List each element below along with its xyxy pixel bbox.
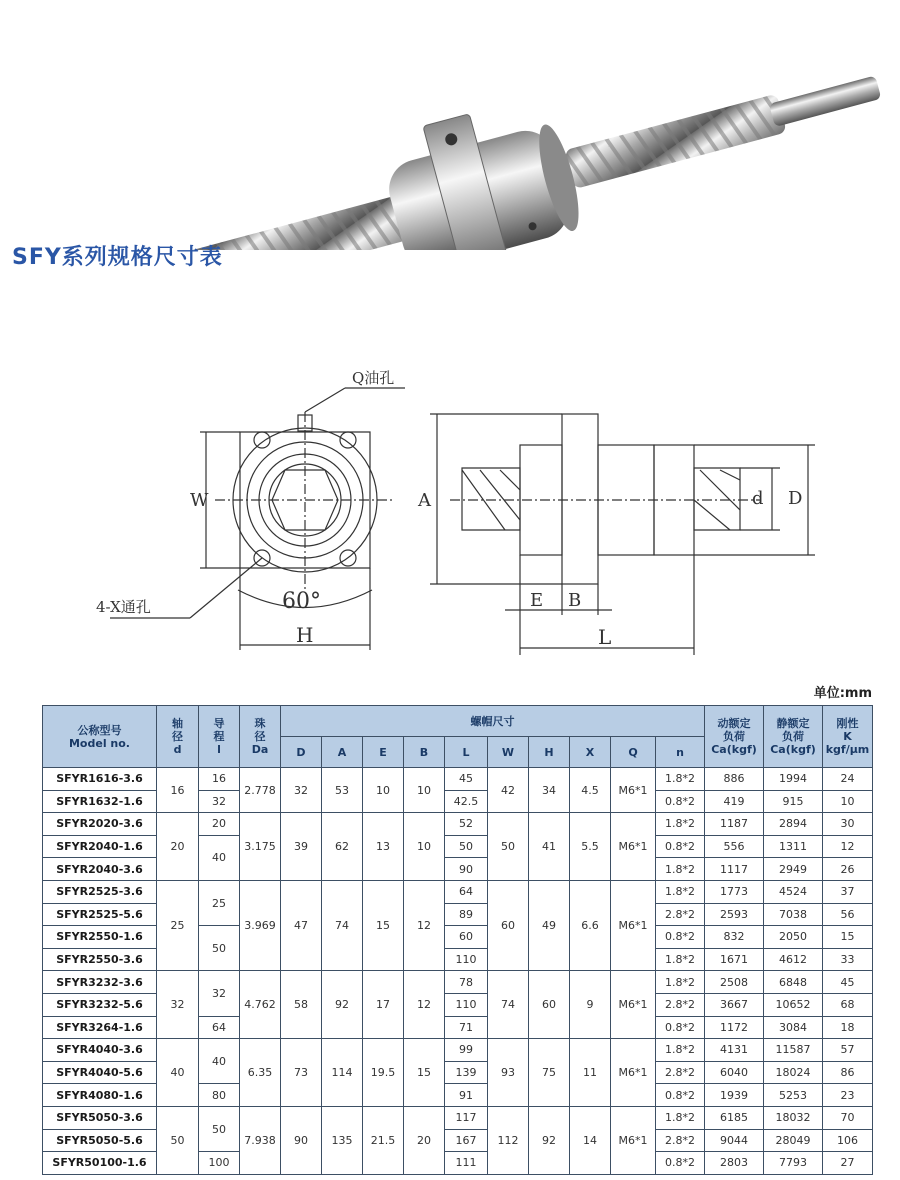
shaft-diameter-cell: 32 [157,971,199,1039]
nut-a-cell: 92 [322,971,363,1039]
nut-x-cell: 11 [570,1039,611,1107]
nut-b-cell: 10 [404,768,445,813]
dynamic-load-cell: 2803 [705,1152,764,1175]
nut-l-cell: 78 [445,971,488,994]
lead-cell: 80 [199,1084,240,1107]
header-model: 公称型号 Model no. [43,706,157,768]
nut-l-cell: 42.5 [445,790,488,813]
table-row [43,813,873,836]
static-load-cell: 915 [764,790,823,813]
nut-q-cell: M6*1 [611,971,656,1039]
dynamic-load-cell: 2593 [705,903,764,926]
header-col: L [445,737,488,768]
rigidity-cell: 86 [823,1061,873,1084]
lead-cell: 25 [199,880,240,925]
nut-l-cell: 64 [445,880,488,903]
circuits-cell: 0.8*2 [656,835,705,858]
static-load-cell: 5253 [764,1084,823,1107]
header-nut: 螺帽尺寸 [281,706,705,737]
lead-cell: 32 [199,790,240,813]
rigidity-cell: 70 [823,1106,873,1129]
nut-l-cell: 167 [445,1129,488,1152]
header-col: H [529,737,570,768]
dimension-drawing [0,360,900,670]
dynamic-load-cell: 1172 [705,1016,764,1039]
header-col: n [656,737,705,768]
rigidity-cell: 33 [823,948,873,971]
dynamic-load-cell: 1187 [705,813,764,836]
dynamic-load-cell: 4131 [705,1039,764,1062]
dynamic-load-cell: 6185 [705,1106,764,1129]
model-cell: SFYR3232-5.6 [43,993,157,1016]
static-load-cell: 2050 [764,926,823,949]
static-load-cell: 1994 [764,768,823,791]
nut-l-cell: 99 [445,1039,488,1062]
l-label: L [598,625,612,649]
nut-l-cell: 110 [445,993,488,1016]
nut-a-cell: 135 [322,1106,363,1174]
dynamic-load-cell: 832 [705,926,764,949]
static-load-cell: 18032 [764,1106,823,1129]
w-label: W [190,490,209,511]
header-col: X [570,737,611,768]
rigidity-cell: 18 [823,1016,873,1039]
shaft-diameter-cell: 25 [157,880,199,970]
nut-h-cell: 60 [529,971,570,1039]
circuits-cell: 2.8*2 [656,993,705,1016]
ball-diameter-cell: 7.938 [240,1106,281,1174]
lead-cell: 20 [199,813,240,836]
nut-e-cell: 10 [363,768,404,813]
static-load-cell: 10652 [764,993,823,1016]
dynamic-load-cell: 2508 [705,971,764,994]
static-load-cell: 4612 [764,948,823,971]
model-cell: SFYR2040-1.6 [43,835,157,858]
nut-h-cell: 34 [529,768,570,813]
nut-q-cell: M6*1 [611,768,656,813]
shaft-diameter-cell: 50 [157,1106,199,1174]
nut-d-cell: 58 [281,971,322,1039]
angle-label: 60° [282,589,321,614]
nut-h-cell: 41 [529,813,570,881]
model-cell: SFYR5050-3.6 [43,1106,157,1129]
static-load-cell: 28049 [764,1129,823,1152]
b-label: B [568,590,582,611]
ball-screw-photo [0,0,900,250]
static-load-cell: 6848 [764,971,823,994]
circuits-cell: 0.8*2 [656,1016,705,1039]
dynamic-load-cell: 1117 [705,858,764,881]
nut-l-cell: 111 [445,1152,488,1175]
model-cell: SFYR4040-3.6 [43,1039,157,1062]
nut-q-cell: M6*1 [611,1106,656,1174]
nut-b-cell: 20 [404,1106,445,1174]
header-ball: 珠 径 Da [240,706,281,768]
nut-d-cell: 39 [281,813,322,881]
circuits-cell: 0.8*2 [656,790,705,813]
dynamic-load-cell: 3667 [705,993,764,1016]
model-cell: SFYR3264-1.6 [43,1016,157,1039]
a-label: A [418,490,431,511]
header-col: W [488,737,529,768]
circuits-cell: 0.8*2 [656,926,705,949]
circuits-cell: 1.8*2 [656,1039,705,1062]
rigidity-cell: 15 [823,926,873,949]
dynamic-load-cell: 886 [705,768,764,791]
nut-e-cell: 17 [363,971,404,1039]
dynamic-load-cell: 419 [705,790,764,813]
ball-diameter-cell: 2.778 [240,768,281,813]
nut-d-cell: 32 [281,768,322,813]
nut-w-cell: 60 [488,880,529,970]
header-col: Q [611,737,656,768]
nut-l-cell: 89 [445,903,488,926]
rigidity-cell: 68 [823,993,873,1016]
nut-e-cell: 21.5 [363,1106,404,1174]
spec-table-body [43,768,873,1175]
nut-e-cell: 15 [363,880,404,970]
dynamic-load-cell: 556 [705,835,764,858]
lead-cell: 32 [199,971,240,1016]
lead-cell: 40 [199,1039,240,1084]
lead-cell: 40 [199,835,240,880]
shaft-diameter-cell: 20 [157,813,199,881]
ball-diameter-cell: 3.175 [240,813,281,881]
circuits-cell: 1.8*2 [656,813,705,836]
nut-x-cell: 14 [570,1106,611,1174]
nut-l-cell: 90 [445,858,488,881]
d-label: d [752,488,764,509]
nut-l-cell: 139 [445,1061,488,1084]
lead-cell: 50 [199,926,240,971]
rigidity-cell: 30 [823,813,873,836]
model-cell: SFYR2550-3.6 [43,948,157,971]
nut-w-cell: 50 [488,813,529,881]
ball-diameter-cell: 6.35 [240,1039,281,1107]
rigidity-cell: 45 [823,971,873,994]
circuits-cell: 0.8*2 [656,1152,705,1175]
header-dynamic-load: 动额定 负荷 Ca(kgf) [705,706,764,768]
nut-w-cell: 42 [488,768,529,813]
static-load-cell: 1311 [764,835,823,858]
nut-q-cell: M6*1 [611,813,656,881]
page-title: SFY系列规格尺寸表 [12,245,223,270]
rigidity-cell: 106 [823,1129,873,1152]
static-load-cell: 4524 [764,880,823,903]
nut-l-cell: 71 [445,1016,488,1039]
lead-cell: 100 [199,1152,240,1175]
model-cell: SFYR2550-1.6 [43,926,157,949]
nut-l-cell: 50 [445,835,488,858]
header-rigidity: 刚性 K kgf/μm [823,706,873,768]
x-hole-label: 4-X通孔 [96,598,151,616]
circuits-cell: 1.8*2 [656,1106,705,1129]
e-label: E [530,590,544,611]
header-col: E [363,737,404,768]
nut-l-cell: 52 [445,813,488,836]
lead-cell: 50 [199,1106,240,1151]
model-cell: SFYR4040-5.6 [43,1061,157,1084]
nut-w-cell: 112 [488,1106,529,1174]
static-load-cell: 18024 [764,1061,823,1084]
nut-a-cell: 114 [322,1039,363,1107]
nut-x-cell: 5.5 [570,813,611,881]
h-label: H [296,623,314,647]
rigidity-cell: 23 [823,1084,873,1107]
rigidity-cell: 10 [823,790,873,813]
rigidity-cell: 26 [823,858,873,881]
model-cell: SFYR2525-5.6 [43,903,157,926]
header-col: B [404,737,445,768]
static-load-cell: 2949 [764,858,823,881]
nut-a-cell: 62 [322,813,363,881]
nut-x-cell: 6.6 [570,880,611,970]
model-cell: SFYR2040-3.6 [43,858,157,881]
header-static-load: 静额定 负荷 Ca(kgf) [764,706,823,768]
rigidity-cell: 24 [823,768,873,791]
nut-a-cell: 53 [322,768,363,813]
static-load-cell: 7038 [764,903,823,926]
rigidity-cell: 37 [823,880,873,903]
nut-d-cell: 73 [281,1039,322,1107]
nut-x-cell: 9 [570,971,611,1039]
circuits-cell: 2.8*2 [656,1129,705,1152]
static-load-cell: 7793 [764,1152,823,1175]
nut-l-cell: 117 [445,1106,488,1129]
rigidity-cell: 57 [823,1039,873,1062]
static-load-cell: 3084 [764,1016,823,1039]
model-cell: SFYR3232-3.6 [43,971,157,994]
model-cell: SFYR50100-1.6 [43,1152,157,1175]
rigidity-cell: 12 [823,835,873,858]
nut-l-cell: 60 [445,926,488,949]
dynamic-load-cell: 6040 [705,1061,764,1084]
nut-l-cell: 45 [445,768,488,791]
header-col: A [322,737,363,768]
lead-cell: 64 [199,1016,240,1039]
model-cell: SFYR5050-5.6 [43,1129,157,1152]
nut-h-cell: 49 [529,880,570,970]
dynamic-load-cell: 9044 [705,1129,764,1152]
nut-q-cell: M6*1 [611,880,656,970]
spec-table [42,705,873,1175]
header-col: D [281,737,322,768]
shaft-diameter-cell: 16 [157,768,199,813]
nut-l-cell: 91 [445,1084,488,1107]
nut-w-cell: 93 [488,1039,529,1107]
dynamic-load-cell: 1939 [705,1084,764,1107]
table-row [43,768,873,791]
model-cell: SFYR1632-1.6 [43,790,157,813]
model-cell: SFYR2020-3.6 [43,813,157,836]
static-load-cell: 11587 [764,1039,823,1062]
nut-l-cell: 110 [445,948,488,971]
circuits-cell: 1.8*2 [656,948,705,971]
shaft-diameter-cell: 40 [157,1039,199,1107]
table-row [43,880,873,903]
lead-cell: 16 [199,768,240,791]
circuits-cell: 2.8*2 [656,1061,705,1084]
nut-e-cell: 19.5 [363,1039,404,1107]
header-lead: 导 程 l [199,706,240,768]
nut-e-cell: 13 [363,813,404,881]
circuits-cell: 2.8*2 [656,903,705,926]
circuits-cell: 1.8*2 [656,971,705,994]
nut-b-cell: 12 [404,880,445,970]
model-cell: SFYR4080-1.6 [43,1084,157,1107]
nut-b-cell: 12 [404,971,445,1039]
nut-d-cell: 47 [281,880,322,970]
static-load-cell: 2894 [764,813,823,836]
unit-label: 单位:mm [813,686,872,701]
big-d-label: D [788,488,803,509]
q-oil-hole-label: Q油孔 [352,369,395,387]
circuits-cell: 1.8*2 [656,858,705,881]
circuits-cell: 0.8*2 [656,1084,705,1107]
model-cell: SFYR1616-3.6 [43,768,157,791]
dynamic-load-cell: 1671 [705,948,764,971]
circuits-cell: 1.8*2 [656,880,705,903]
nut-b-cell: 15 [404,1039,445,1107]
model-cell: SFYR2525-3.6 [43,880,157,903]
header-shaft: 轴 径 d [157,706,199,768]
rigidity-cell: 56 [823,903,873,926]
nut-d-cell: 90 [281,1106,322,1174]
dynamic-load-cell: 1773 [705,880,764,903]
table-row [43,971,873,994]
nut-x-cell: 4.5 [570,768,611,813]
nut-w-cell: 74 [488,971,529,1039]
table-row [43,1039,873,1062]
nut-a-cell: 74 [322,880,363,970]
nut-b-cell: 10 [404,813,445,881]
rigidity-cell: 27 [823,1152,873,1175]
nut-h-cell: 92 [529,1106,570,1174]
ball-diameter-cell: 3.969 [240,880,281,970]
table-row [43,1106,873,1129]
nut-h-cell: 75 [529,1039,570,1107]
ball-diameter-cell: 4.762 [240,971,281,1039]
circuits-cell: 1.8*2 [656,768,705,791]
nut-q-cell: M6*1 [611,1039,656,1107]
